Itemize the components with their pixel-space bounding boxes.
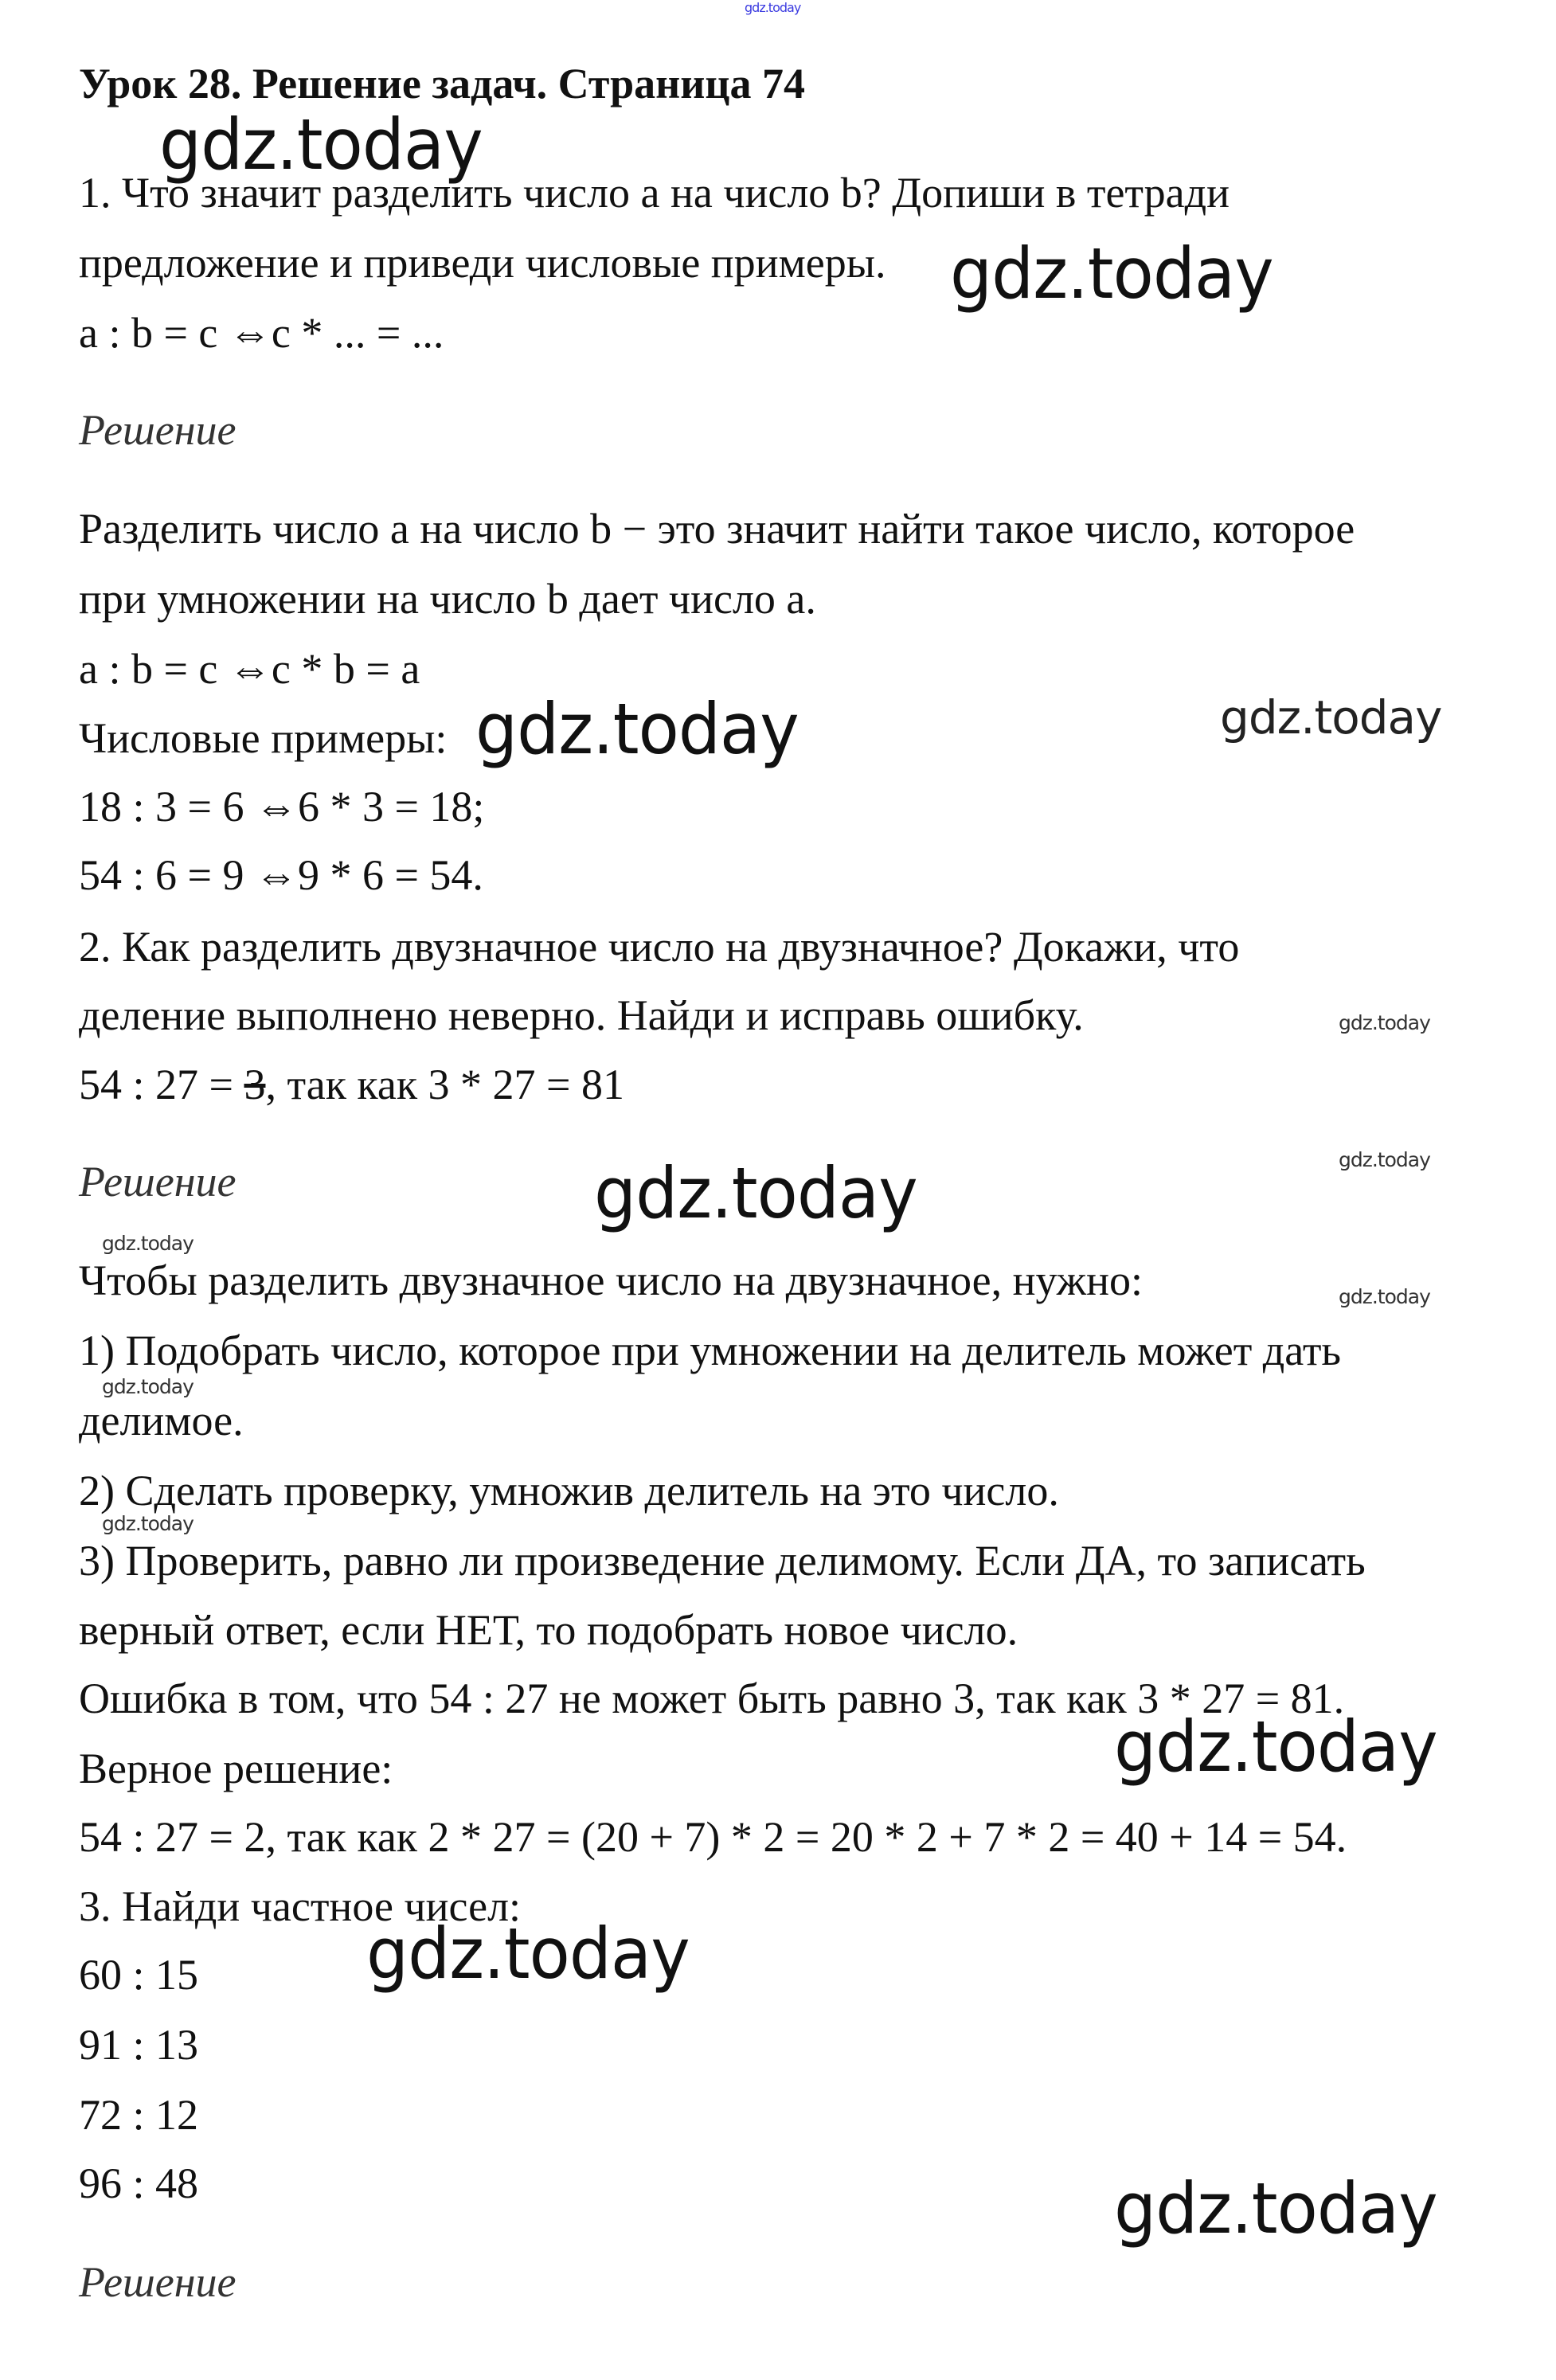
watermark: gdz.today [1339, 1285, 1430, 1308]
answer1-examples-label: Числовые примеры: [79, 714, 448, 762]
watermark: gdz.today [102, 1512, 194, 1535]
task2-equation [79, 1057, 624, 1112]
watermark: gdz.today [366, 1913, 690, 1995]
task2-text: 2. Как разделить двузначное число на двузначное? Докажи, что [79, 923, 1240, 971]
task3-item: 60 : 15 [79, 1951, 199, 1999]
task1-text: предложение и приведи числовые примеры. [79, 239, 886, 287]
solution-heading: Решение [79, 406, 237, 454]
task3-item: 96 : 48 [79, 2159, 199, 2207]
watermark: gdz.today [594, 1152, 917, 1234]
solution-heading: Решение [79, 2258, 237, 2306]
struck-digit: 3 [244, 1061, 266, 1108]
answer1-formula: a : b = c ⇔c * b = a [79, 645, 420, 693]
watermark: gdz.today [102, 1232, 194, 1255]
solution-heading: Решение [79, 1158, 237, 1206]
answer1-example: 54 : 6 = 9 ⇔9 * 6 = 54. [79, 851, 483, 899]
task2-text: деление выполнено неверно. Найди и исправь ошибку. [79, 991, 1084, 1039]
watermark: gdz.today [159, 104, 483, 186]
task3-text: 3. Найди частное чисел: [79, 1882, 522, 1930]
answer1-text: Разделить число a на число b − это значит найти такое число, которое [79, 505, 1355, 553]
watermark: gdz.today [102, 1375, 194, 1398]
answer1-text: при умножении на число b дает число a. [79, 575, 816, 623]
equation-prefix: 54 : 27 = [79, 1061, 244, 1108]
task1-formula: a : b = c ⇔c * ... = ... [79, 309, 444, 357]
watermark: gdz.today [475, 688, 799, 770]
task3-item: 91 : 13 [79, 2021, 199, 2069]
watermark: gdz.today [1114, 2167, 1437, 2249]
page-title: Урок 28. Решение задач. Страница 74 [79, 60, 805, 107]
answer2-step: 2) Сделать проверку, умножив делитель на это число. [79, 1467, 1059, 1514]
watermark-top: gdz.today [745, 0, 801, 15]
answer2-text: Чтобы разделить двузначное число на двузначное, нужно: [79, 1256, 1143, 1304]
watermark: gdz.today [1339, 1011, 1430, 1034]
equation-suffix: , так как 3 * 27 = 81 [265, 1061, 625, 1108]
answer1-example: 18 : 3 = 6 ⇔6 * 3 = 18; [79, 783, 485, 830]
watermark: gdz.today [1114, 1706, 1437, 1788]
answer2-step: делимое. [79, 1397, 244, 1444]
answer2-step: 3) Проверить, равно ли произведение делимому. Если ДА, то записать [79, 1537, 1366, 1585]
watermark: gdz.today [1339, 1148, 1430, 1171]
watermark: gdz.today [1220, 690, 1442, 744]
task3-item: 72 : 12 [79, 2091, 199, 2139]
watermark: gdz.today [950, 233, 1273, 315]
answer2-text: 54 : 27 = 2, так как 2 * 27 = (20 + 7) * 2 = 20 * 2 + 7 * 2 = 40 + 14 = 54. [79, 1813, 1347, 1861]
answer2-text: Ошибка в том, что 54 : 27 не может быть равно 3, так как 3 * 27 = 81. [79, 1675, 1345, 1722]
answer2-step: верный ответ, если НЕТ, то подобрать новое число. [79, 1606, 1018, 1654]
task1-text: 1. Что значит разделить число a на число b? Допиши в тетради [79, 169, 1230, 217]
answer2-step: 1) Подобрать число, которое при умножении на делитель может дать [79, 1327, 1342, 1374]
answer2-text: Верное решение: [79, 1745, 393, 1792]
